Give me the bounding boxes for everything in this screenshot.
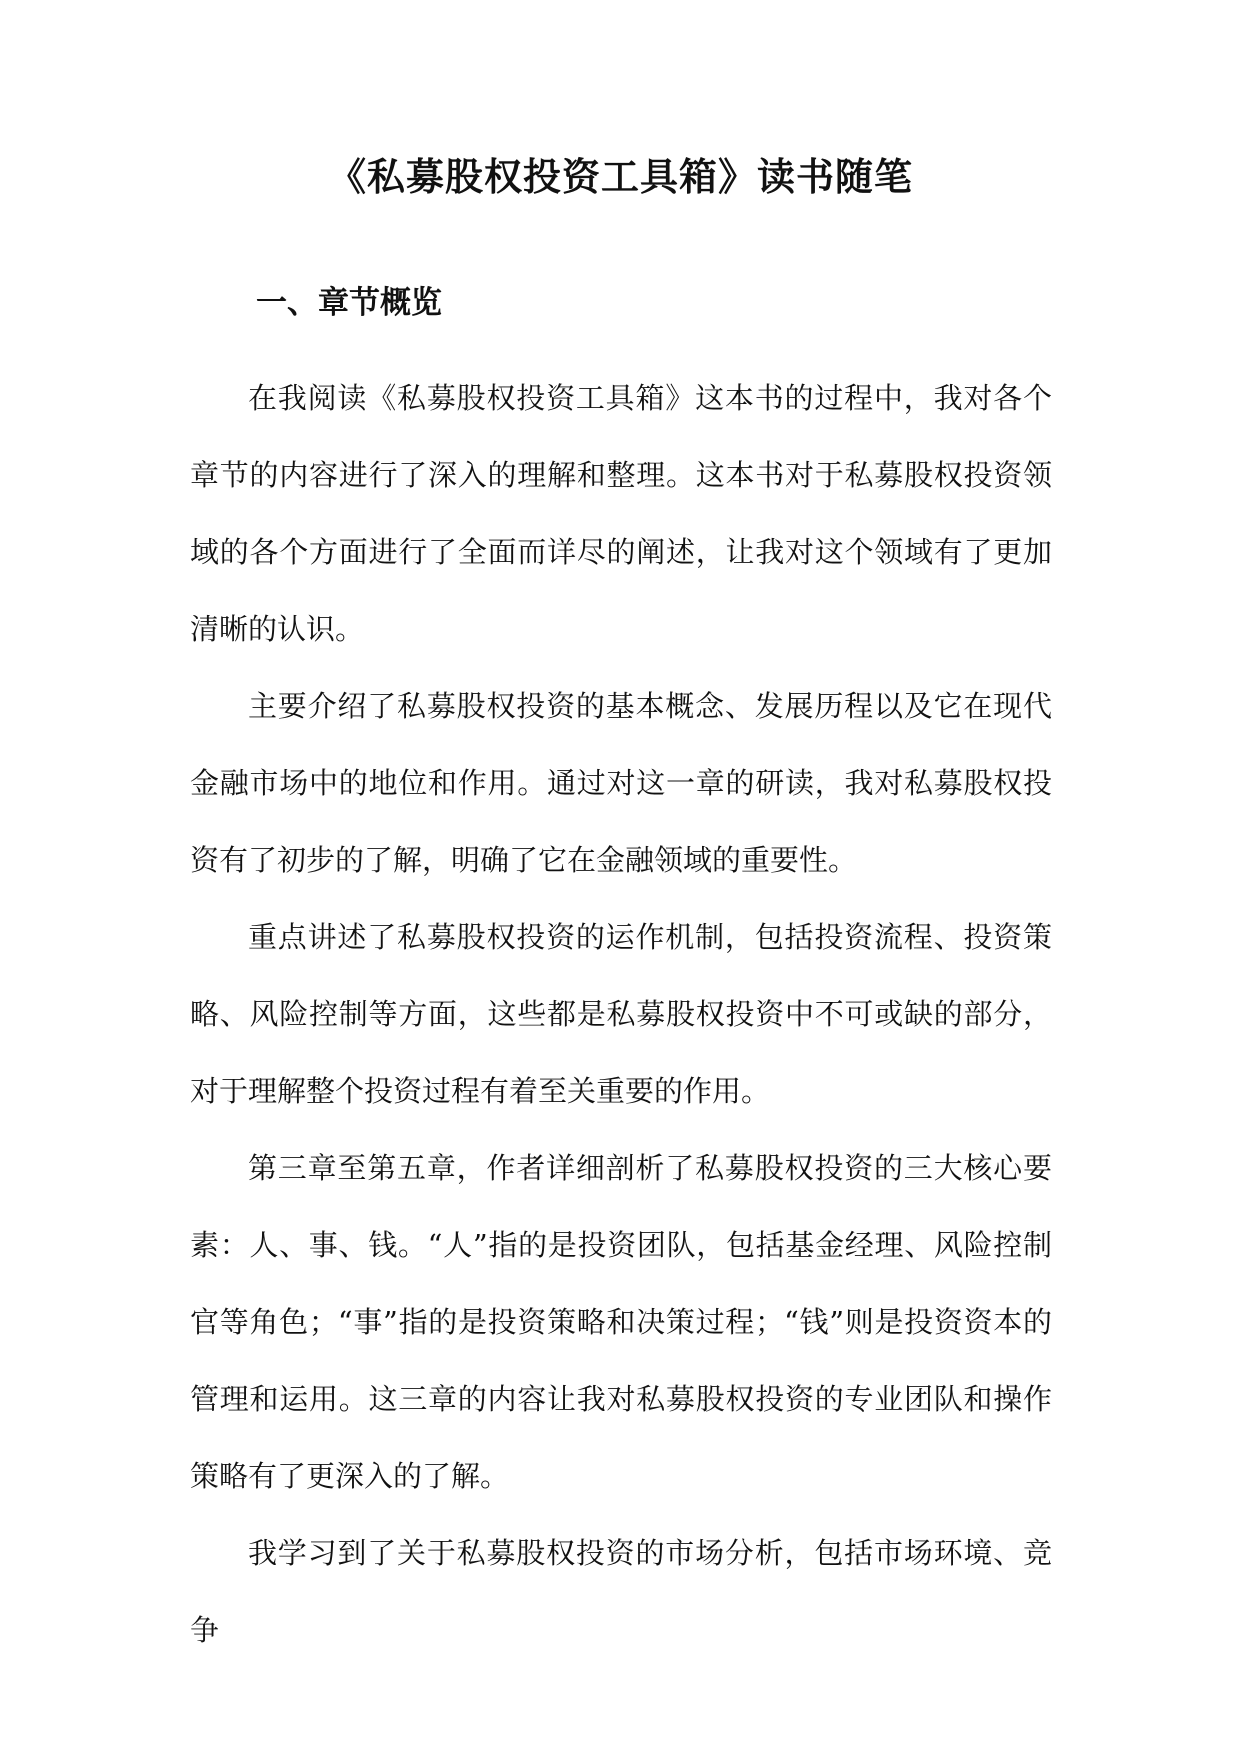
- body-text: [190, 360, 1052, 1669]
- paragraph: 我学习到了关于私募股权投资的市场分析，包括市场环境、竞争: [190, 1536, 1052, 1647]
- paragraph: 重点讲述了私募股权投资的运作机制，包括投资流程、投资策略、风险控制等方面，这些都是私募股权投资中不可或缺的部分，对于理解整个投资过程有着至关重要的作用。: [190, 920, 1052, 1108]
- section-heading: 一、章节概览: [256, 285, 442, 321]
- paragraph: 主要介绍了私募股权投资的基本概念、发展历程以及它在现代金融市场中的地位和作用。通过对这一章的研读，我对私募股权投资有了初步的了解，明确了它在金融领域的重要性。: [190, 689, 1052, 877]
- document-title: 《私募股权投资工具箱》读书随笔: [327, 154, 913, 199]
- paragraph: 在我阅读《私募股权投资工具箱》这本书的过程中，我对各个章节的内容进行了深入的理解和整理。这本书对于私募股权投资领域的各个方面进行了全面而详尽的阐述，让我对这个领域有了更加清晰的认识。: [190, 381, 1052, 646]
- paragraph: 第三章至第五章，作者详细剖析了私募股权投资的三大核心要素：人、事、钱。“人”指的是投资团队，包括基金经理、风险控制官等角色；“事”指的是投资策略和决策过程；“钱”则是投资资本的管理和运用。这三章的内容让我对私募股权投资的专业团队和操作策略有了更深入的了解。: [190, 1151, 1052, 1493]
